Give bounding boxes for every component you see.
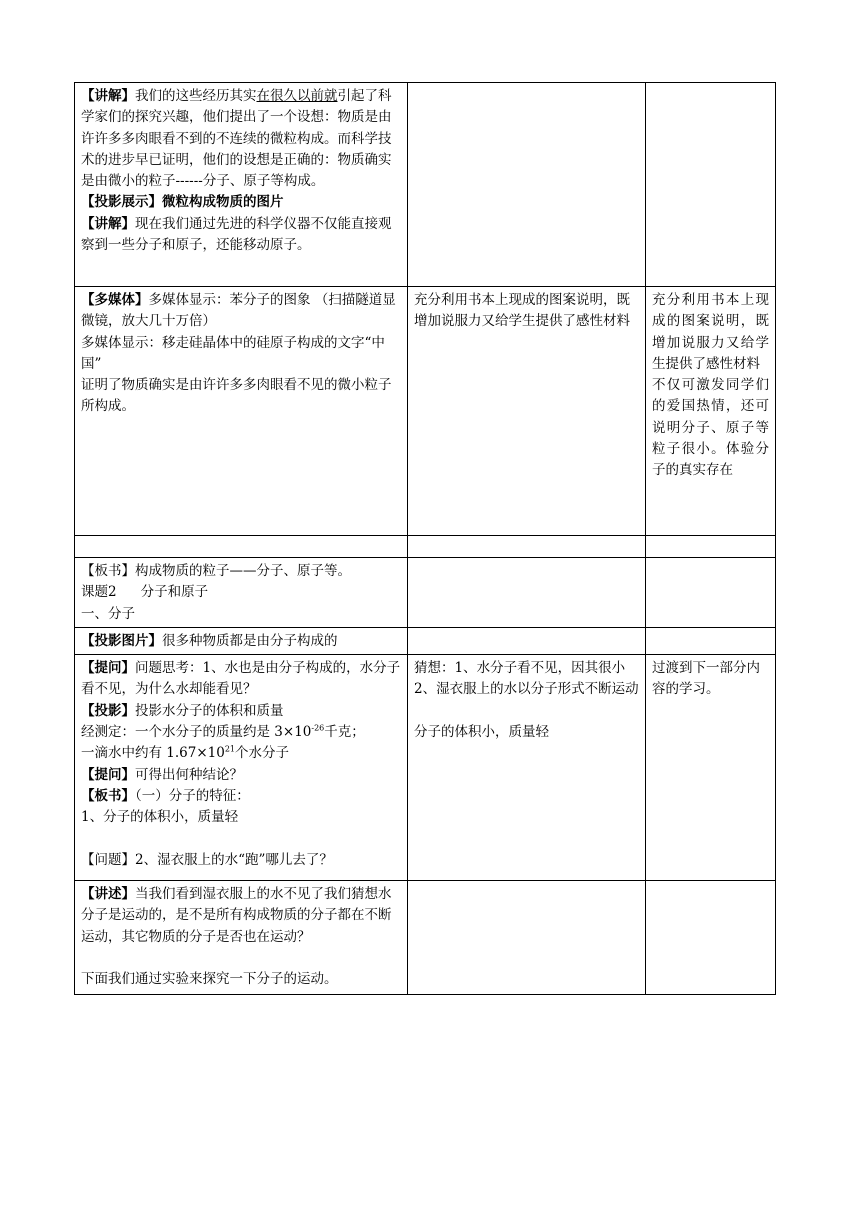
paragraph: 充分利用书本上现成的图案说明，既增加说服力又给学生提供了感性材料 <box>652 292 769 372</box>
table-row <box>75 287 776 536</box>
paragraph: 【讲解】我们的这些经历其实在很久以前就引起了科学家们的探究兴趣，他们提出了一个设想：物质是由许许多多肉眼看不到的不连续的微粒构成。而科学技术的进步早已证明，他们的设想是正确的：物质确实是由微小的粒子------分子、原子等构成。 <box>81 88 392 190</box>
paragraph: 【讲解】现在我们通过先进的科学仪器不仅能直接观察到一些分子和原子，还能移动原子。 <box>81 215 392 254</box>
design-intent-cell <box>646 558 776 628</box>
lesson-plan-table <box>74 82 776 995</box>
design-intent-cell: 过渡到下一部分内容的学习。 <box>646 655 776 881</box>
teacher-activity-cell <box>75 655 408 881</box>
tag-label: 【提问】 <box>81 766 135 783</box>
paragraph: 下面我们通过实验来探究一下分子的运动。 <box>81 971 338 988</box>
paragraph: 课题2 分子和原子 <box>81 584 209 601</box>
paragraph: 【问题】2、湿衣服上的水“跑”哪儿去了？ <box>81 851 333 868</box>
exponent: -26 <box>311 723 325 733</box>
tag-label: 【讲解】 <box>81 88 135 104</box>
tag-label: 【提问】 <box>81 660 135 677</box>
tag-label: 【投影图片】 <box>81 632 162 649</box>
paragraph: 【提问】可得出何种结论？ <box>81 766 243 783</box>
teacher-activity-cell <box>75 287 408 536</box>
table-row <box>75 627 776 654</box>
underlined-text: 在很久以前就 <box>256 88 338 104</box>
tag-label: 【多媒体】 <box>81 292 149 308</box>
paragraph: 多媒体显示：移走硅晶体中的硅原子构成的文字“中国” <box>81 334 385 372</box>
teacher-activity-cell <box>75 558 408 628</box>
design-intent-cell <box>646 627 776 654</box>
paragraph: 【多媒体】多媒体显示：苯分子的图象 （扫描隧道显微镜，放大几十万倍） <box>81 292 396 330</box>
student-activity-cell <box>408 536 646 558</box>
paragraph: 猜想：1、水分子看不见，因其很小 <box>414 660 626 677</box>
paragraph: 【板书】构成物质的粒子——分子、原子等。 <box>81 563 351 579</box>
table-row <box>75 536 776 558</box>
design-intent-cell <box>646 536 776 558</box>
tag-label: 【讲述】 <box>81 886 135 903</box>
paragraph: 分子的体积小，质量轻 <box>414 723 549 740</box>
tag-label: 【投影展示】 <box>81 194 162 211</box>
tag-label: 【板书】 <box>81 787 135 804</box>
exponent: 21 <box>224 744 236 754</box>
teacher-activity-cell <box>75 83 408 287</box>
paragraph: 一、分子 <box>81 605 135 622</box>
teacher-activity-cell <box>75 881 408 995</box>
student-activity-cell: 充分利用书本上现成的图案说明，既增加说服力又给学生提供了感性材料 <box>408 287 646 536</box>
student-activity-cell <box>408 627 646 654</box>
paragraph: 2、湿衣服上的水以分子形式不断运动 <box>414 681 639 698</box>
design-intent-cell <box>646 287 776 536</box>
paragraph: 不仅可激发同学们的爱国热情，还可说明分子、原子等粒子很小。体验分子的真实存在 <box>652 377 769 479</box>
table-row <box>75 655 776 881</box>
paragraph: 证明了物质确实是由许许多多肉眼看不见的微小粒子所构成。 <box>81 377 392 415</box>
paragraph: 1、分子的体积小，质量轻 <box>81 809 239 826</box>
design-intent-cell <box>646 83 776 287</box>
teacher-activity-cell <box>75 627 408 654</box>
paragraph: 经测定：一个水分子的质量约是 $3\times 10^{-26}$千克； <box>81 723 365 741</box>
student-activity-cell <box>408 83 646 287</box>
table-row <box>75 83 776 287</box>
student-activity-cell <box>408 655 646 881</box>
table-row <box>75 558 776 628</box>
paragraph: 【提问】问题思考：1、水也是由分子构成的，水分子看不见，为什么水却能看见？ <box>81 660 401 698</box>
paragraph: 一滴水中约有 $1.67\times 10^{21}$个水分子 <box>81 744 290 762</box>
teacher-activity-cell <box>75 536 408 558</box>
tag-label: 【投影】 <box>81 702 135 719</box>
paragraph: 【投影】投影水分子的体积和质量 <box>81 702 284 719</box>
paragraph: 【讲述】当我们看到湿衣服上的水不见了我们猜想水分子是运动的，是不是所有构成物质的分子都在不断运动，其它物质的分子是否也在运动？ <box>81 886 392 945</box>
paragraph: 【投影展示】微粒构成物质的图片 <box>81 194 284 211</box>
tag-label: 【讲解】 <box>81 215 135 232</box>
table-row <box>75 881 776 995</box>
paragraph: 【板书】（一）分子的特征： <box>81 787 250 804</box>
student-activity-cell <box>408 558 646 628</box>
tag-label: 【板书】 <box>81 563 135 579</box>
student-activity-cell <box>408 881 646 995</box>
design-intent-cell <box>646 881 776 995</box>
paragraph: 【投影图片】很多种物质都是由分子构成的 <box>81 632 338 649</box>
